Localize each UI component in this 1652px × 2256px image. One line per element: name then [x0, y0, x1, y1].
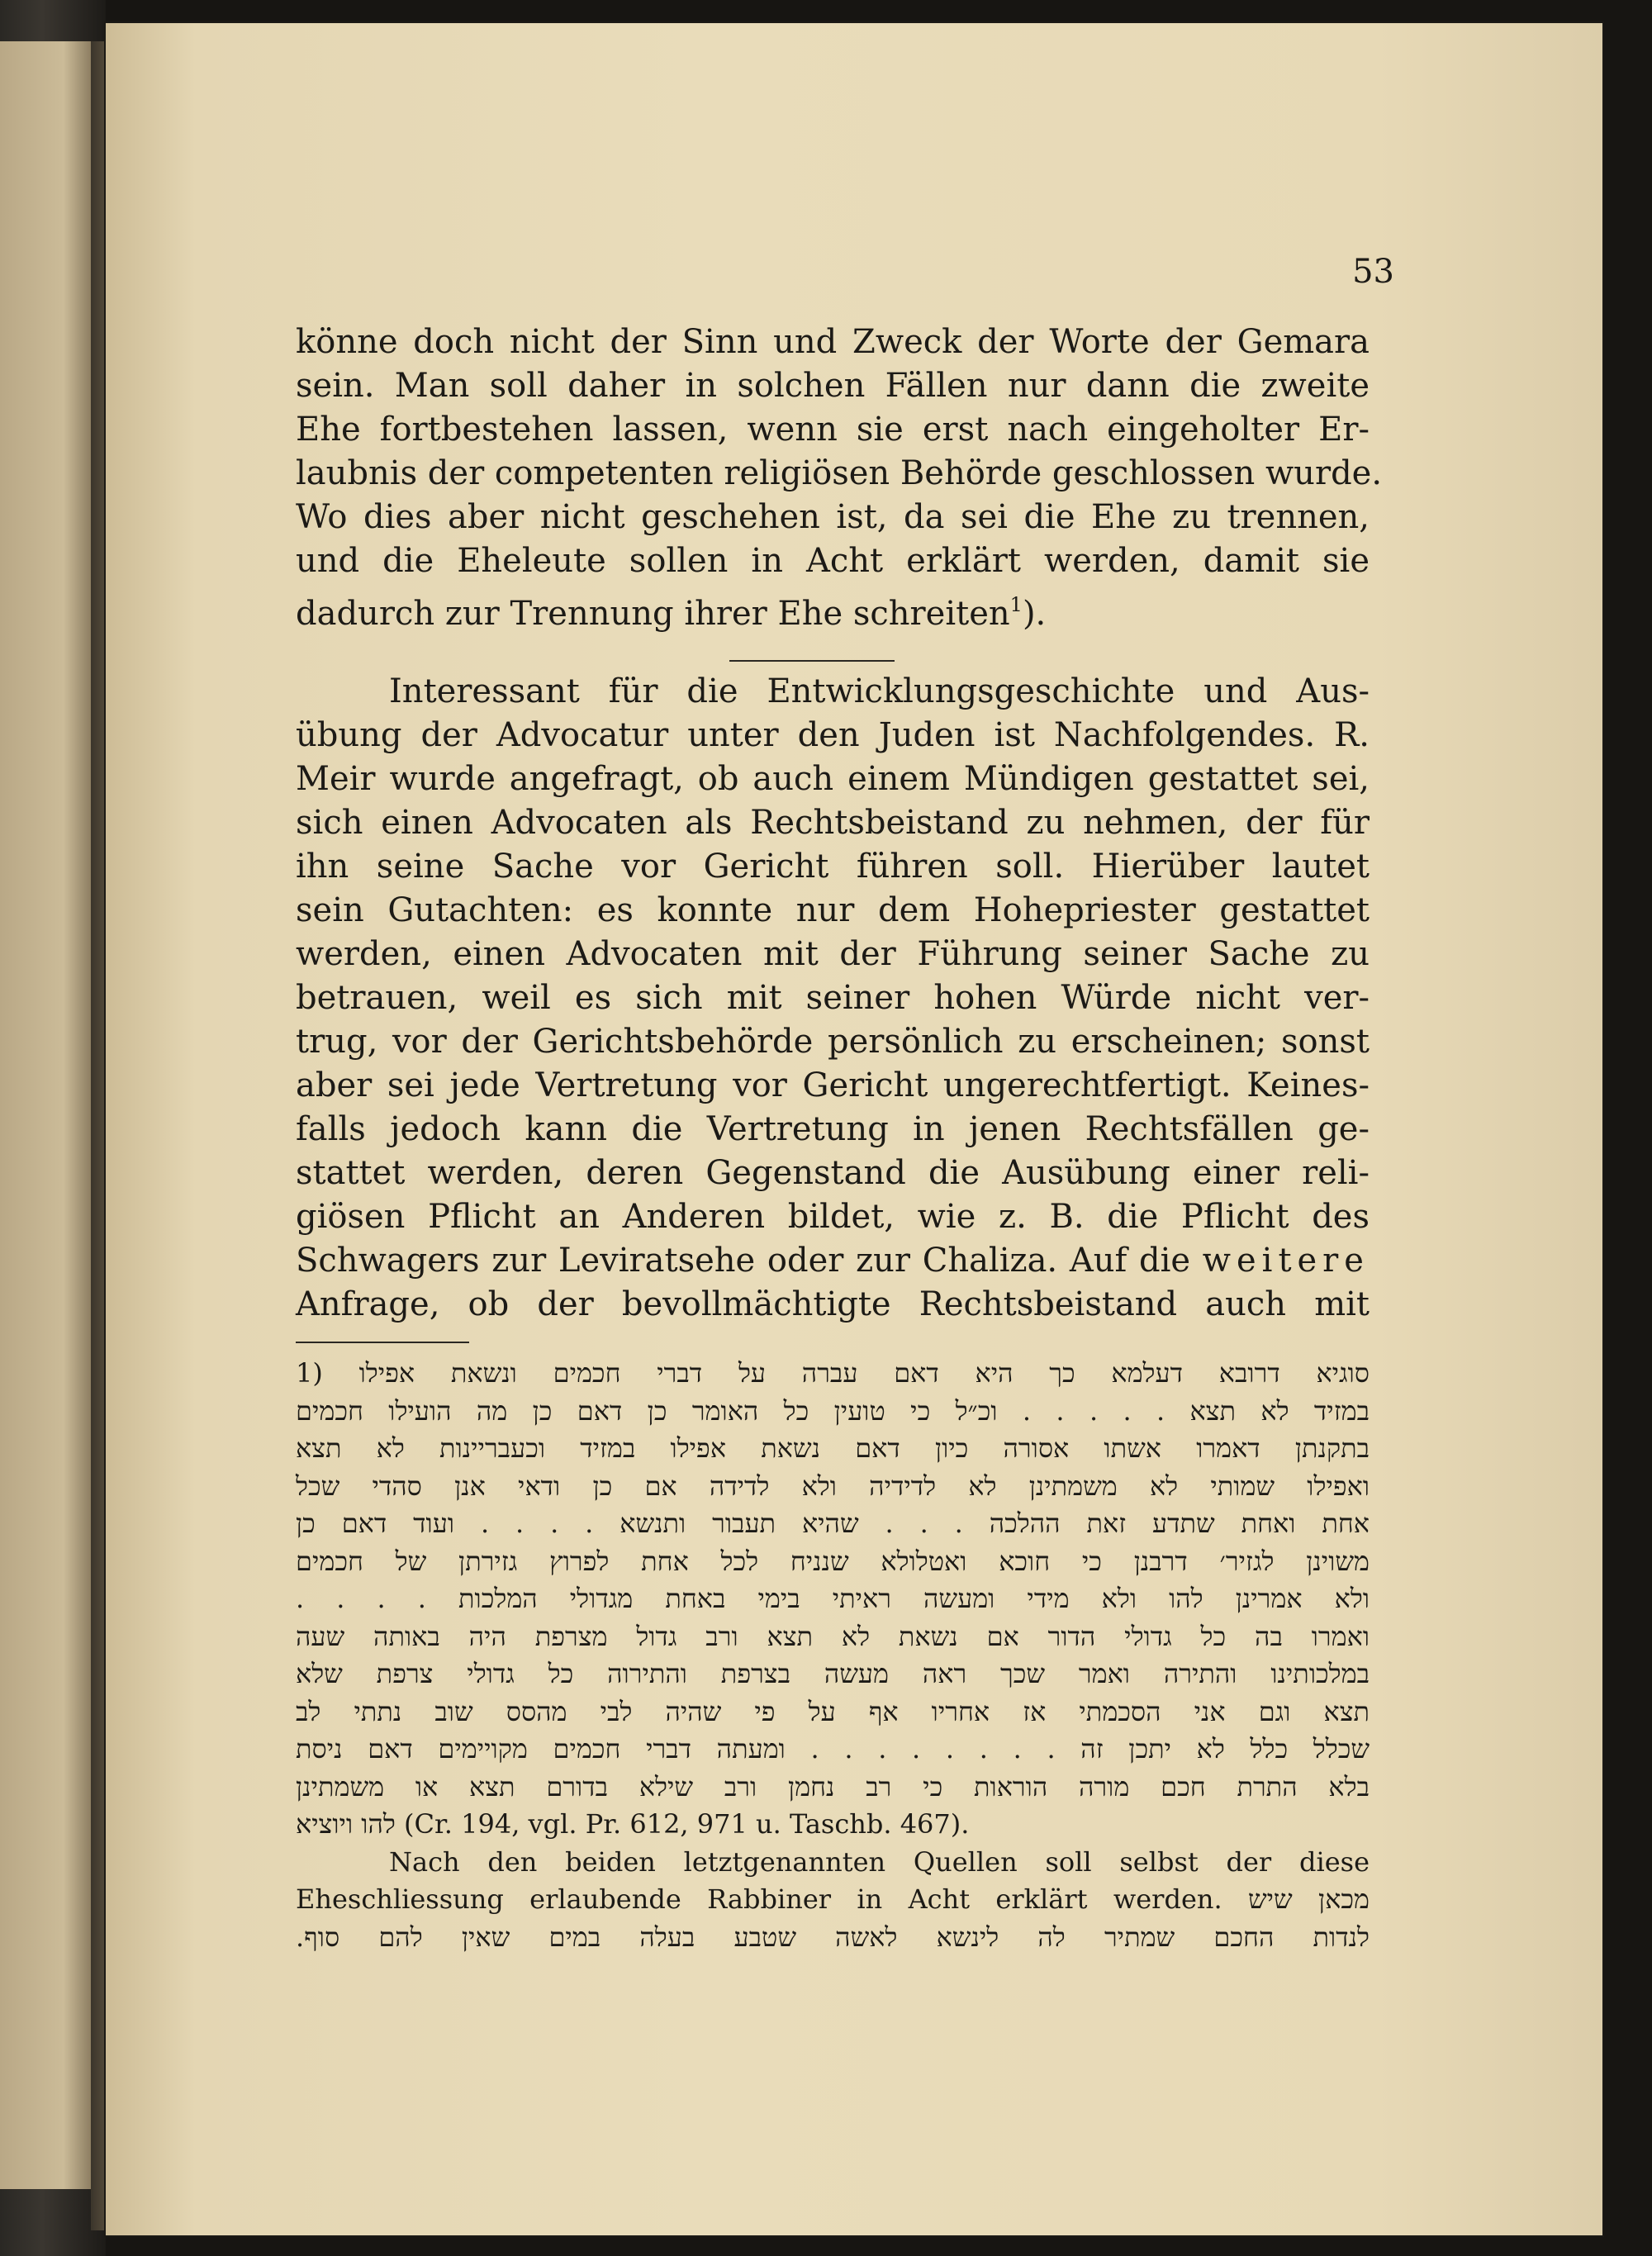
text-line: und die Eheleute sollen in Acht erklärt werden, damit sie — [296, 542, 1370, 580]
text-line: betrauen, weil es sich mit seiner hohen Würde nicht ver- — [296, 979, 1370, 1017]
text-line: laubnis der competenten religiösen Behörde geschlossen wurde. — [296, 454, 1383, 492]
footnote-line: משוינן לגזיר׳ דרבנן כי חוכא ואטלולא שנניח לכל אחת לפרוץ גזירתן של חכמים — [296, 1545, 1370, 1577]
footnote-line: תצא וגם אני הסכמתי אז אחריו אף על פי שהיה לבי מהסס שוב נתתי לב — [296, 1695, 1370, 1727]
footnote-citation: (Cr. 194, vgl. Pr. 612, 971 u. Taschb. 467). — [404, 1808, 970, 1840]
footnote-line: במזיד לא תצא . . . . . וכ״ל כי טועין כל האומר כן דאם כן מה הועילו חכמים — [296, 1394, 1370, 1427]
text-line: Ehe fortbestehen lassen, wenn sie erst nach eingeholter Er- — [296, 411, 1370, 449]
footnote-line: שכלל כלל לא יתכן זה . . . . . . . . ומעתה דברי חכמים מקויימים דאם ניסת — [296, 1733, 1370, 1764]
footnote-line: בלא התרת חכם מורה הוראות כי רב נחמן ורב שילא בדורם תצא או משמתינן — [296, 1770, 1370, 1802]
footnote-line — [296, 1806, 1370, 1844]
text-fragment: ). — [1022, 595, 1047, 633]
footnote-line: Nach den beiden letztgenannten Quellen soll selbst der diese — [389, 1845, 1370, 1878]
footnote-line — [296, 1355, 1370, 1393]
book-page — [106, 23, 1602, 2235]
section-divider — [729, 660, 895, 662]
text-fragment: dadurch zur Trennung ihrer Ehe schreiten — [296, 595, 1010, 633]
paragraph-2 — [296, 670, 1370, 1327]
text-line: Meir wurde angefragt, ob auch einem Mündigen gestattet sei, — [296, 760, 1370, 798]
text-line: trug, vor der Gerichtsbehörde persönlich zu erscheinen; sonst — [296, 1023, 1370, 1061]
footnote-block — [296, 1355, 1370, 1956]
footnote-line: ואפילו שמותי לא משמתינן לא לדידיה ולא לדידה אם כן ודאי אנן סהדי שכל — [296, 1470, 1370, 1502]
text-line: falls jedoch kann die Vertretung in jenen Rechtsfällen ge- — [296, 1110, 1370, 1148]
footnote-hebrew: מכאן שיש — [1248, 1883, 1370, 1915]
emphasized-word: weitere — [1202, 1242, 1370, 1280]
text-line: sich einen Advocaten als Rechtsbeistand zu nehmen, der für — [296, 804, 1370, 842]
footnote-line: לנדות החכם שמתיר לה לינשא לאשה שטבע בעלה במים שאין להם סוף. — [296, 1921, 1370, 1953]
paragraph-1 — [296, 321, 1383, 633]
footnote-line: בתקנתן דאמרו אשתו אסורה כיון דאם נשאת אפילו במזיד וכעבריינות לא תצא — [296, 1432, 1370, 1464]
page-number: 53 — [1352, 253, 1394, 291]
text-line: Anfrage, ob der bevollmächtigte Rechtsbeistand auch mit — [296, 1285, 1370, 1323]
footnote-hebrew: סוגיא דרובא דעלמא כך היא דאם עברה על דברי חכמים ונשאת אפילו — [358, 1357, 1370, 1389]
text-line: werden, einen Advocaten mit der Führung seiner Sache zu — [296, 935, 1370, 973]
text-fragment: Schwagers zur Leviratsehe oder zur Chaliza. Auf die — [296, 1242, 1191, 1280]
footnote-line: אחת ואחת שתדע זאת ההלכה . . . שהיא תעבור ותנשא . . . . ועוד דאם כן — [296, 1508, 1370, 1539]
text-line: könne doch nicht der Sinn und Zweck der Worte der Gemara — [296, 323, 1370, 361]
text-line: aber sei jede Vertretung vor Gericht ungerechtfertigt. Keines- — [296, 1066, 1370, 1104]
text-line: Interessant für die Entwicklungsgeschichte und Aus- — [389, 672, 1370, 710]
text-line: stattet werden, deren Gegenstand die Ausübung einer reli- — [296, 1154, 1370, 1192]
text-line: Wo dies aber nicht geschehen ist, da sei die Ehe zu trennen, — [296, 498, 1370, 536]
text-line: giösen Pflicht an Anderen bildet, wie z. B. die Pflicht des — [296, 1198, 1370, 1236]
text-line: sein. Man soll daher in solchen Fällen nur dann die zweite — [296, 367, 1370, 405]
text-line — [296, 1239, 1370, 1283]
text-line: übung der Advocatur unter den Juden ist Nachfolgendes. R. — [296, 716, 1370, 754]
footnote-line — [296, 1881, 1370, 1919]
footnote-divider — [296, 1342, 469, 1343]
previous-page-edge — [0, 41, 91, 2189]
footnote-hebrew: להו ויוציא — [296, 1808, 396, 1840]
text-line: ihn seine Sache vor Gericht führen soll. Hierüber lautet — [296, 848, 1370, 886]
footnote-reference: 1 — [1009, 593, 1023, 616]
text-line: sein Gutachten: es konnte nur dem Hohepriester gestattet — [296, 891, 1370, 929]
footnote-marker: 1) — [296, 1357, 323, 1389]
footnote-line: ואמרו בה כל גדולי הדור אם נשאת לא תצא ורב גדול מצרפת היה באותה שעה — [296, 1620, 1370, 1652]
footnote-line: ולא אמרינן להו ולא מידי ומעשה ראיתי בימי באחת מגדולי המלכות . . . . — [296, 1583, 1370, 1614]
footnote-line: במלכותינו והתירה ואמר שכך ראה מעשה בצרפת והתירוה כל גדולי צרפת שלא — [296, 1658, 1370, 1689]
footnote-german: Eheschliessung erlaubende Rabbiner in Acht erklärt werden. — [296, 1883, 1222, 1915]
main-text — [296, 321, 1383, 1956]
text-line — [296, 583, 1370, 633]
